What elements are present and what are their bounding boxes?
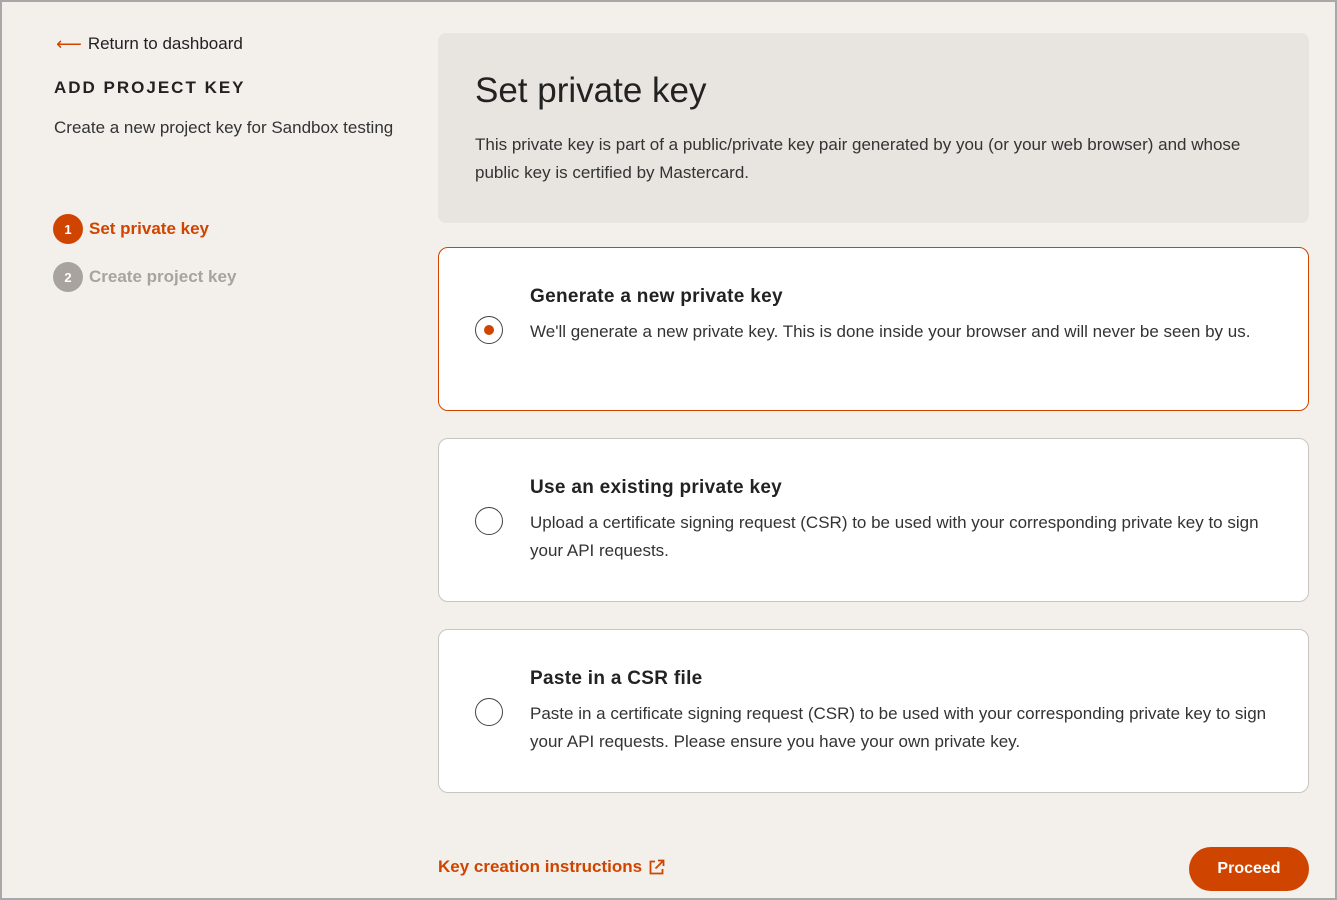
key-creation-instructions-link[interactable] [438, 857, 665, 877]
return-to-dashboard-link[interactable] [56, 34, 243, 54]
key-creation-instructions-label: Key creation instructions [438, 857, 643, 876]
step-label: Create project key [89, 267, 237, 286]
page-title: Set private key [475, 71, 707, 110]
radio-button-selected[interactable] [475, 316, 503, 344]
option-description: We'll generate a new private key. This is done inside your browser and will never be seen by us. [530, 322, 1251, 341]
option-paste-csr-file[interactable] [438, 629, 1309, 793]
radio-button[interactable] [475, 698, 503, 726]
option-title: Paste in a CSR file [530, 668, 703, 689]
external-link-icon [648, 859, 665, 876]
sidebar-description: Create a new project key for Sandbox testing [54, 118, 394, 137]
step-set-private-key[interactable] [53, 214, 236, 244]
stepper [53, 214, 236, 310]
sidebar-title: ADD PROJECT KEY [54, 78, 246, 97]
option-title: Generate a new private key [530, 286, 783, 307]
arrow-left-icon: ⟵ [56, 34, 82, 54]
option-description: Paste in a certificate signing request (CSR) to be used with your corresponding private key to sign your API requests. Please ensure you have your own private key. [530, 704, 1267, 751]
option-title: Use an existing private key [530, 477, 783, 498]
page-description: This private key is part of a public/private key pair generated by you (or your web browser) and whose public key is certified by Mastercard. [475, 135, 1241, 182]
option-description: Upload a certificate signing request (CSR) to be used with your corresponding private key to sign your API requests. [530, 513, 1259, 560]
return-to-dashboard-label: Return to dashboard [87, 34, 243, 53]
proceed-button[interactable]: Proceed [1189, 847, 1309, 891]
step-number-badge: 1 [53, 214, 83, 244]
header-card [438, 33, 1309, 223]
radio-button[interactable] [475, 507, 503, 535]
option-generate-new-key[interactable] [438, 247, 1309, 411]
step-number-badge: 2 [53, 262, 83, 292]
option-use-existing-key[interactable] [438, 438, 1309, 602]
step-create-project-key [53, 262, 236, 292]
step-label: Set private key [89, 219, 210, 238]
